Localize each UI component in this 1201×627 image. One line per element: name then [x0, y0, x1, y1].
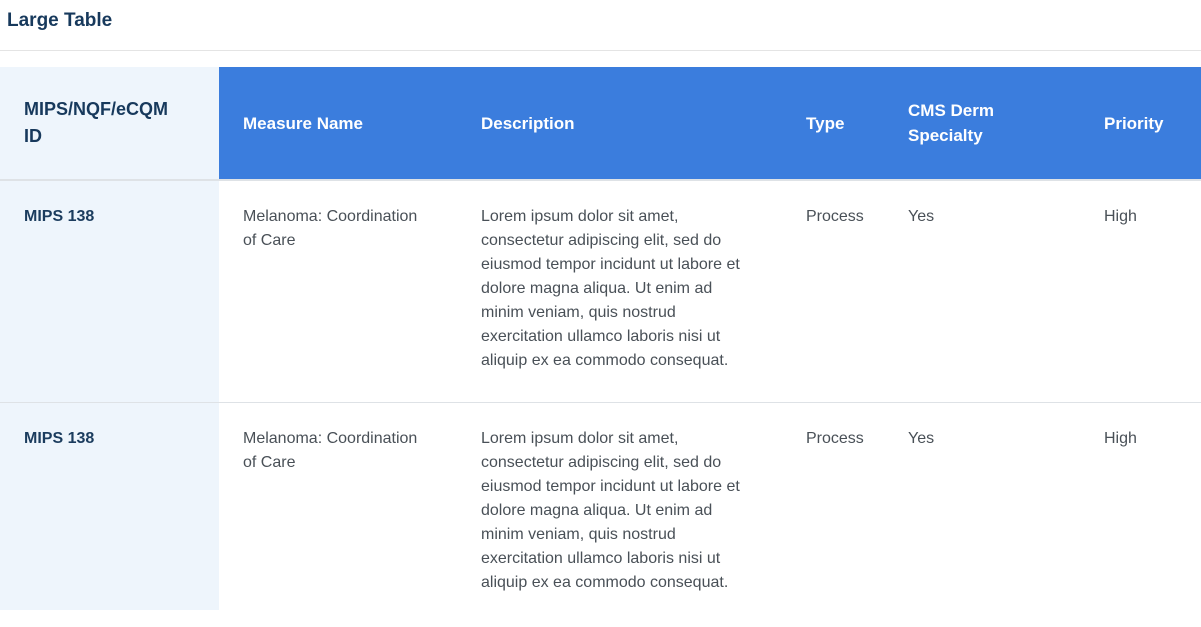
column-header-measure-name: Measure Name — [219, 67, 457, 180]
column-header-priority: Priority — [1080, 67, 1201, 180]
cell-cms-derm-specialty: Yes — [884, 180, 1080, 402]
column-header-cms-derm-specialty: CMS Derm Specialty — [884, 67, 1080, 180]
column-header-id — [0, 67, 219, 180]
cell-id: MIPS 138 — [0, 402, 219, 610]
column-header-type: Type — [782, 67, 884, 180]
cell-type: Process — [782, 402, 884, 610]
large-table — [0, 67, 1201, 610]
cell-cms-derm-specialty: Yes — [884, 402, 1080, 610]
heading-divider — [0, 50, 1201, 51]
cell-description — [457, 180, 782, 402]
page-title: Large Table — [7, 10, 113, 31]
cell-measure-name — [219, 180, 457, 402]
cell-priority: High — [1080, 180, 1201, 402]
column-header-id-label: MIPS/NQF/eCQM ID — [24, 99, 169, 146]
table-row — [0, 402, 1201, 610]
table-row — [0, 180, 1201, 402]
cell-measure-name-text: Melanoma: Coordination of Care — [243, 429, 418, 471]
table-container — [0, 67, 1201, 610]
table-header-row — [0, 67, 1201, 180]
cell-priority: High — [1080, 402, 1201, 610]
cell-id: MIPS 138 — [0, 180, 219, 402]
cell-description-text: Lorem ipsum dolor sit amet, consectetur adipiscing elit, sed do eiusmod tempor incidunt ut labore et dolore magna aliqua. Ut enim ad minim veniam, quis nostrud exercitation ullamco laboris nisi ut aliquip ex ea commodo consequat. — [481, 429, 740, 591]
column-header-description: Description — [457, 67, 782, 180]
cell-description-text: Lorem ipsum dolor sit amet, consectetur adipiscing elit, sed do eiusmod tempor incidunt ut labore et dolore magna aliqua. Ut enim ad minim veniam, quis nostrud exercitation ullamco laboris nisi ut aliquip ex ea commodo consequat. — [481, 208, 740, 369]
cell-type: Process — [782, 180, 884, 402]
cell-measure-name-text: Melanoma: Coordination of Care — [243, 208, 418, 249]
cell-description — [457, 402, 782, 610]
cell-measure-name — [219, 402, 457, 610]
table-body — [0, 180, 1201, 610]
